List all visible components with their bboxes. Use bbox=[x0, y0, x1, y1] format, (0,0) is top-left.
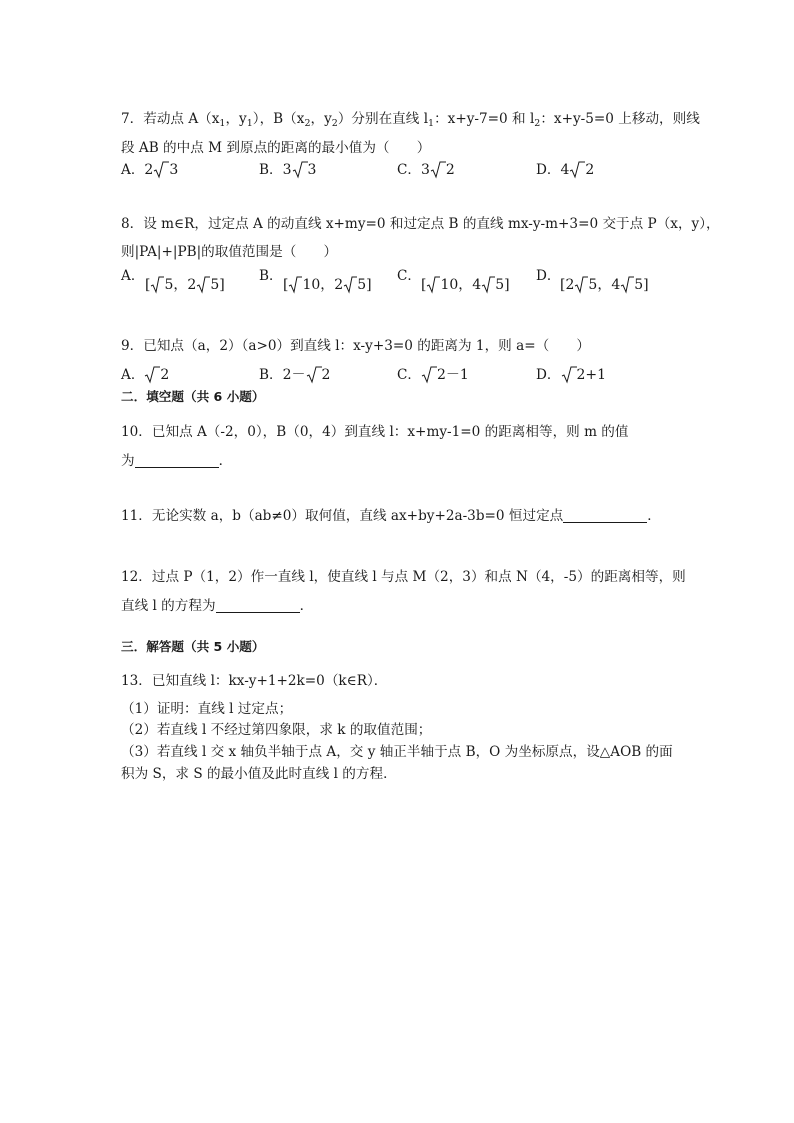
q7-text-g: ：x+y-5=0 上移动，则线 bbox=[540, 111, 700, 127]
q7-text-c: ），B（x bbox=[252, 111, 305, 127]
coef: 2 bbox=[144, 162, 154, 178]
right-bracket: ] bbox=[643, 277, 649, 293]
sqrt-icon bbox=[620, 276, 634, 295]
right-bracket: ] bbox=[366, 277, 372, 293]
q7-sub-y1: 1 bbox=[246, 118, 253, 129]
q7-option-a bbox=[121, 161, 178, 180]
q11-answer-blank[interactable] bbox=[563, 508, 647, 523]
sqrt-icon bbox=[430, 161, 446, 180]
section-solve-heading: 三．解答题（共 5 小题） bbox=[121, 639, 265, 654]
radicand: 2 bbox=[445, 162, 455, 178]
sqrt-icon bbox=[343, 276, 357, 295]
option-label: C． bbox=[397, 162, 421, 178]
option-label: A． bbox=[121, 367, 145, 383]
q7-line2: 段 AB 的中点 M 到原点的距离的最小值为（ ） bbox=[121, 140, 431, 156]
q7-sub-x1: 1 bbox=[219, 118, 226, 129]
q8-option-a-label: A． bbox=[121, 268, 145, 284]
q12-answer-blank[interactable] bbox=[216, 598, 300, 613]
q7-option-c bbox=[397, 161, 455, 180]
q8-option-a bbox=[145, 276, 225, 295]
sqrt-icon bbox=[144, 366, 160, 385]
q10-line2 bbox=[121, 452, 232, 470]
q7-option-d bbox=[536, 161, 594, 180]
radicand: 5 bbox=[164, 277, 174, 293]
coef: 2 bbox=[334, 277, 344, 293]
q7-text-d: ，y bbox=[310, 111, 332, 127]
radicand: 2 bbox=[437, 367, 446, 383]
radicand: 10 bbox=[440, 277, 459, 293]
radicand: 5 bbox=[588, 277, 598, 293]
q10-line1: 10．已知点 A（-2，0），B（0，4）到直线 l：x+my-1=0 的距离相等，则 m 的值 bbox=[121, 424, 629, 440]
q9-option-d bbox=[536, 366, 606, 385]
option-label: A． bbox=[121, 162, 145, 178]
q11-line1 bbox=[121, 507, 661, 525]
q8-option-b-label: B． bbox=[259, 268, 283, 284]
sqrt-icon bbox=[306, 366, 322, 385]
q13-part3-line2: 积为 S，求 S 的最小值及此时直线 l 的方程． bbox=[121, 766, 397, 782]
separator: ， bbox=[173, 277, 188, 293]
post: －1 bbox=[445, 367, 469, 383]
q10-line2-prefix: 为 bbox=[121, 453, 135, 469]
option-label: D． bbox=[536, 162, 561, 178]
q7-text-a: 7．若动点 A（x bbox=[121, 111, 220, 127]
q8-option-d-label: D． bbox=[536, 268, 561, 284]
pre: 2－ bbox=[282, 367, 306, 383]
radicand: 5 bbox=[357, 277, 367, 293]
q12-line2-prefix: 直线 l 的方程为 bbox=[121, 598, 216, 614]
sqrt-icon bbox=[196, 276, 210, 295]
radicand: 2 bbox=[576, 367, 586, 383]
q9-option-a bbox=[121, 366, 169, 385]
radicand: 2 bbox=[321, 367, 331, 383]
sqrt-icon bbox=[292, 161, 308, 180]
separator: ， bbox=[458, 277, 473, 293]
sqrt-icon bbox=[574, 276, 588, 295]
coef: 4 bbox=[560, 162, 570, 178]
q9-line1: 9．已知点（a，2）（a>0）到直线 l：x-y+3=0 的距离为 1，则 a=（ ） bbox=[121, 338, 590, 354]
coef: 2 bbox=[565, 277, 575, 293]
q13-part1: （1）证明：直线 l 过定点； bbox=[121, 701, 293, 717]
q9-option-c bbox=[397, 366, 469, 385]
q7-text-e: ）分别在直线 l bbox=[337, 111, 429, 127]
q7-sub-y2: 2 bbox=[331, 118, 338, 129]
coef: 3 bbox=[421, 162, 430, 178]
q7-text-f: ：x+y-7=0 和 l bbox=[434, 111, 535, 127]
q10-period: ． bbox=[218, 453, 233, 469]
sqrt-icon bbox=[426, 276, 440, 295]
option-label: C． bbox=[397, 367, 421, 383]
q11-text: 11．无论实数 a，b（ab≠0）取何值，直线 ax+by+2a-3b=0 恒过定点 bbox=[121, 508, 564, 524]
radicand: 2 bbox=[160, 367, 170, 383]
sqrt-icon bbox=[150, 276, 164, 295]
q9-option-b bbox=[259, 366, 330, 385]
left-bracket: [ bbox=[283, 277, 289, 293]
q8-line2: 则|PA|+|PB|的取值范围是（ ） bbox=[121, 244, 338, 260]
q7-text-b: ，y bbox=[225, 111, 247, 127]
q13-part2: （2）若直线 l 不经过第四象限，求 k 的取值范围； bbox=[121, 722, 432, 738]
q7-sub-x2: 2 bbox=[304, 118, 311, 129]
q12-period: ． bbox=[299, 598, 314, 614]
sqrt-icon bbox=[153, 161, 169, 180]
coef: 2 bbox=[187, 277, 197, 293]
q12-line2 bbox=[121, 597, 313, 615]
coef: 4 bbox=[611, 277, 621, 293]
radicand: 5 bbox=[210, 277, 220, 293]
left-bracket: [ bbox=[421, 277, 427, 293]
right-bracket: ] bbox=[219, 277, 225, 293]
sqrt-icon bbox=[288, 276, 302, 295]
left-bracket: [ bbox=[560, 277, 566, 293]
coef: 4 bbox=[472, 277, 482, 293]
q8-option-b bbox=[283, 276, 372, 295]
option-label: B． bbox=[259, 367, 283, 383]
left-bracket: [ bbox=[145, 277, 151, 293]
q7-sub-l1: 1 bbox=[428, 118, 435, 129]
q8-option-d bbox=[560, 276, 649, 295]
q11-period: ． bbox=[647, 508, 661, 524]
q8-line1: 8．设 m∈R，过定点 A 的动直线 x+my=0 和过定点 B 的直线 mx-y-m+3=0 交于点 P（x，y）， bbox=[121, 216, 720, 232]
q8-option-c bbox=[421, 276, 510, 295]
radicand: 2 bbox=[585, 162, 595, 178]
radicand: 3 bbox=[169, 162, 179, 178]
q7-line1 bbox=[121, 110, 700, 133]
radicand: 5 bbox=[495, 277, 505, 293]
q13-part3-line1: （3）若直线 l 交 x 轴负半轴于点 A，交 y 轴正半轴于点 B，O 为坐标原点，设△AOB 的面 bbox=[121, 744, 673, 760]
coef: 3 bbox=[282, 162, 292, 178]
option-label: B． bbox=[259, 162, 283, 178]
section-fill-in-heading: 二．填空题（共 6 小题） bbox=[121, 389, 265, 404]
sqrt-icon bbox=[569, 161, 585, 180]
sqrt-icon bbox=[481, 276, 495, 295]
separator: ， bbox=[320, 277, 335, 293]
sqrt-icon bbox=[421, 366, 437, 385]
option-label: D． bbox=[536, 367, 561, 383]
q12-line1: 12．过点 P（1，2）作一直线 l，使直线 l 与点 M（2，3）和点 N（4，-5）的距离相等，则 bbox=[121, 569, 686, 585]
post: +1 bbox=[585, 367, 607, 383]
radicand: 5 bbox=[634, 277, 644, 293]
q10-answer-blank[interactable] bbox=[135, 453, 219, 468]
sqrt-icon bbox=[561, 366, 577, 385]
q7-option-b bbox=[259, 161, 316, 180]
radicand: 3 bbox=[307, 162, 317, 178]
q13-line1: 13．已知直线 l：kx-y+1+2k=0（k∈R）． bbox=[121, 673, 388, 689]
right-bracket: ] bbox=[504, 277, 510, 293]
q8-option-c-label: C． bbox=[397, 268, 421, 284]
radicand: 10 bbox=[302, 277, 321, 293]
separator: ， bbox=[597, 277, 612, 293]
q7-sub-l2: 2 bbox=[534, 118, 541, 129]
